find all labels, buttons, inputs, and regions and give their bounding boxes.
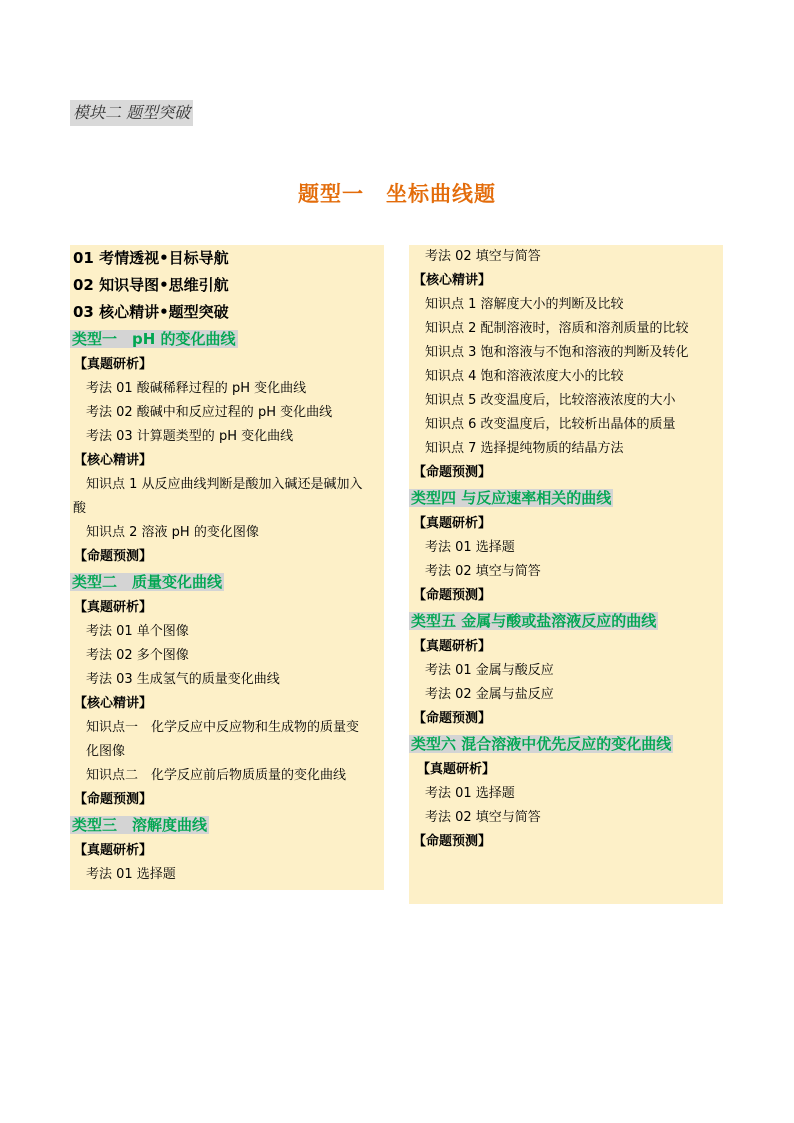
page-title: 题型一 坐标曲线题 bbox=[298, 182, 496, 206]
toc-item[interactable]: 知识点 4 饱和溶液浓度大小的比较 bbox=[425, 369, 624, 384]
real-exam-label: 【真题研析】 bbox=[74, 843, 153, 858]
toc-item-continuation: 酸 bbox=[73, 501, 87, 516]
type-5-heading[interactable]: 类型五 金属与酸或盐溶液反应的曲线 bbox=[411, 612, 657, 630]
toc-section-3[interactable]: 03 核心精讲•题型突破 bbox=[73, 303, 229, 321]
toc-item[interactable]: 考法 02 金属与盐反应 bbox=[425, 687, 554, 702]
real-exam-label: 【真题研析】 bbox=[417, 762, 496, 777]
real-exam-label: 【真题研析】 bbox=[74, 600, 153, 615]
toc-item[interactable]: 知识点 6 改变温度后，比较析出晶体的质量 bbox=[425, 417, 676, 432]
real-exam-label: 【真题研析】 bbox=[413, 516, 492, 531]
toc-item[interactable]: 考法 02 填空与简答 bbox=[425, 810, 541, 825]
toc-section-1[interactable]: 01 考情透视•目标导航 bbox=[73, 249, 229, 267]
toc-item-continuation: 化图像 bbox=[86, 744, 126, 759]
type-3-heading[interactable]: 类型三 溶解度曲线 bbox=[72, 816, 208, 834]
prediction-label: 【命题预测】 bbox=[74, 792, 153, 807]
toc-item[interactable]: 考法 02 酸碱中和反应过程的 pH 变化曲线 bbox=[86, 405, 333, 420]
core-label: 【核心精讲】 bbox=[74, 453, 153, 468]
toc-item[interactable]: 知识点 5 改变温度后，比较溶液浓度的大小 bbox=[425, 393, 676, 408]
core-label: 【核心精讲】 bbox=[74, 696, 153, 711]
toc-item[interactable]: 考法 02 填空与简答 bbox=[425, 249, 541, 264]
toc-item[interactable]: 知识点一 化学反应中反应物和生成物的质量变 bbox=[86, 720, 360, 735]
toc-item[interactable]: 考法 01 选择题 bbox=[425, 540, 515, 555]
core-label: 【核心精讲】 bbox=[413, 273, 492, 288]
toc-item[interactable]: 考法 02 多个图像 bbox=[86, 648, 189, 663]
prediction-label: 【命题预测】 bbox=[413, 711, 492, 726]
toc-item[interactable]: 考法 01 金属与酸反应 bbox=[425, 663, 554, 678]
toc-item[interactable]: 知识点 2 配制溶液时，溶质和溶剂质量的比较 bbox=[425, 321, 689, 336]
prediction-label: 【命题预测】 bbox=[413, 465, 492, 480]
toc-item[interactable]: 知识点 3 饱和溶液与不饱和溶液的判断及转化 bbox=[425, 345, 689, 360]
prediction-label: 【命题预测】 bbox=[74, 549, 153, 564]
toc-item[interactable]: 知识点二 化学反应前后物质质量的变化曲线 bbox=[86, 768, 347, 783]
type-4-heading[interactable]: 类型四 与反应速率相关的曲线 bbox=[411, 489, 612, 507]
toc-item[interactable]: 考法 03 生成氢气的质量变化曲线 bbox=[86, 672, 280, 687]
toc-section-2[interactable]: 02 知识导图•思维引航 bbox=[73, 276, 229, 294]
toc-item[interactable]: 知识点 1 从反应曲线判断是酸加入碱还是碱加入 bbox=[86, 477, 363, 492]
toc-item[interactable]: 考法 01 单个图像 bbox=[86, 624, 189, 639]
module-tag: 模块二 题型突破 bbox=[70, 100, 193, 126]
toc-item[interactable]: 考法 01 选择题 bbox=[86, 867, 176, 882]
toc-right-column bbox=[409, 245, 723, 904]
real-exam-label: 【真题研析】 bbox=[413, 639, 492, 654]
toc-item[interactable]: 知识点 2 溶液 pH 的变化图像 bbox=[86, 525, 259, 540]
type-1-heading[interactable]: 类型一 pH 的变化曲线 bbox=[72, 330, 236, 348]
prediction-label: 【命题预测】 bbox=[413, 834, 492, 849]
toc-item[interactable]: 考法 02 填空与简答 bbox=[425, 564, 541, 579]
toc-item[interactable]: 考法 01 选择题 bbox=[425, 786, 515, 801]
real-exam-label: 【真题研析】 bbox=[74, 357, 153, 372]
type-6-heading[interactable]: 类型六 混合溶液中优先反应的变化曲线 bbox=[411, 735, 672, 753]
prediction-label: 【命题预测】 bbox=[413, 588, 492, 603]
toc-item[interactable]: 考法 03 计算题类型的 pH 变化曲线 bbox=[86, 429, 294, 444]
toc-item[interactable]: 考法 01 酸碱稀释过程的 pH 变化曲线 bbox=[86, 381, 307, 396]
toc-item[interactable]: 知识点 1 溶解度大小的判断及比较 bbox=[425, 297, 624, 312]
toc-item[interactable]: 知识点 7 选择提纯物质的结晶方法 bbox=[425, 441, 624, 456]
type-2-heading[interactable]: 类型二 质量变化曲线 bbox=[72, 573, 223, 591]
toc-left-column bbox=[70, 245, 384, 890]
